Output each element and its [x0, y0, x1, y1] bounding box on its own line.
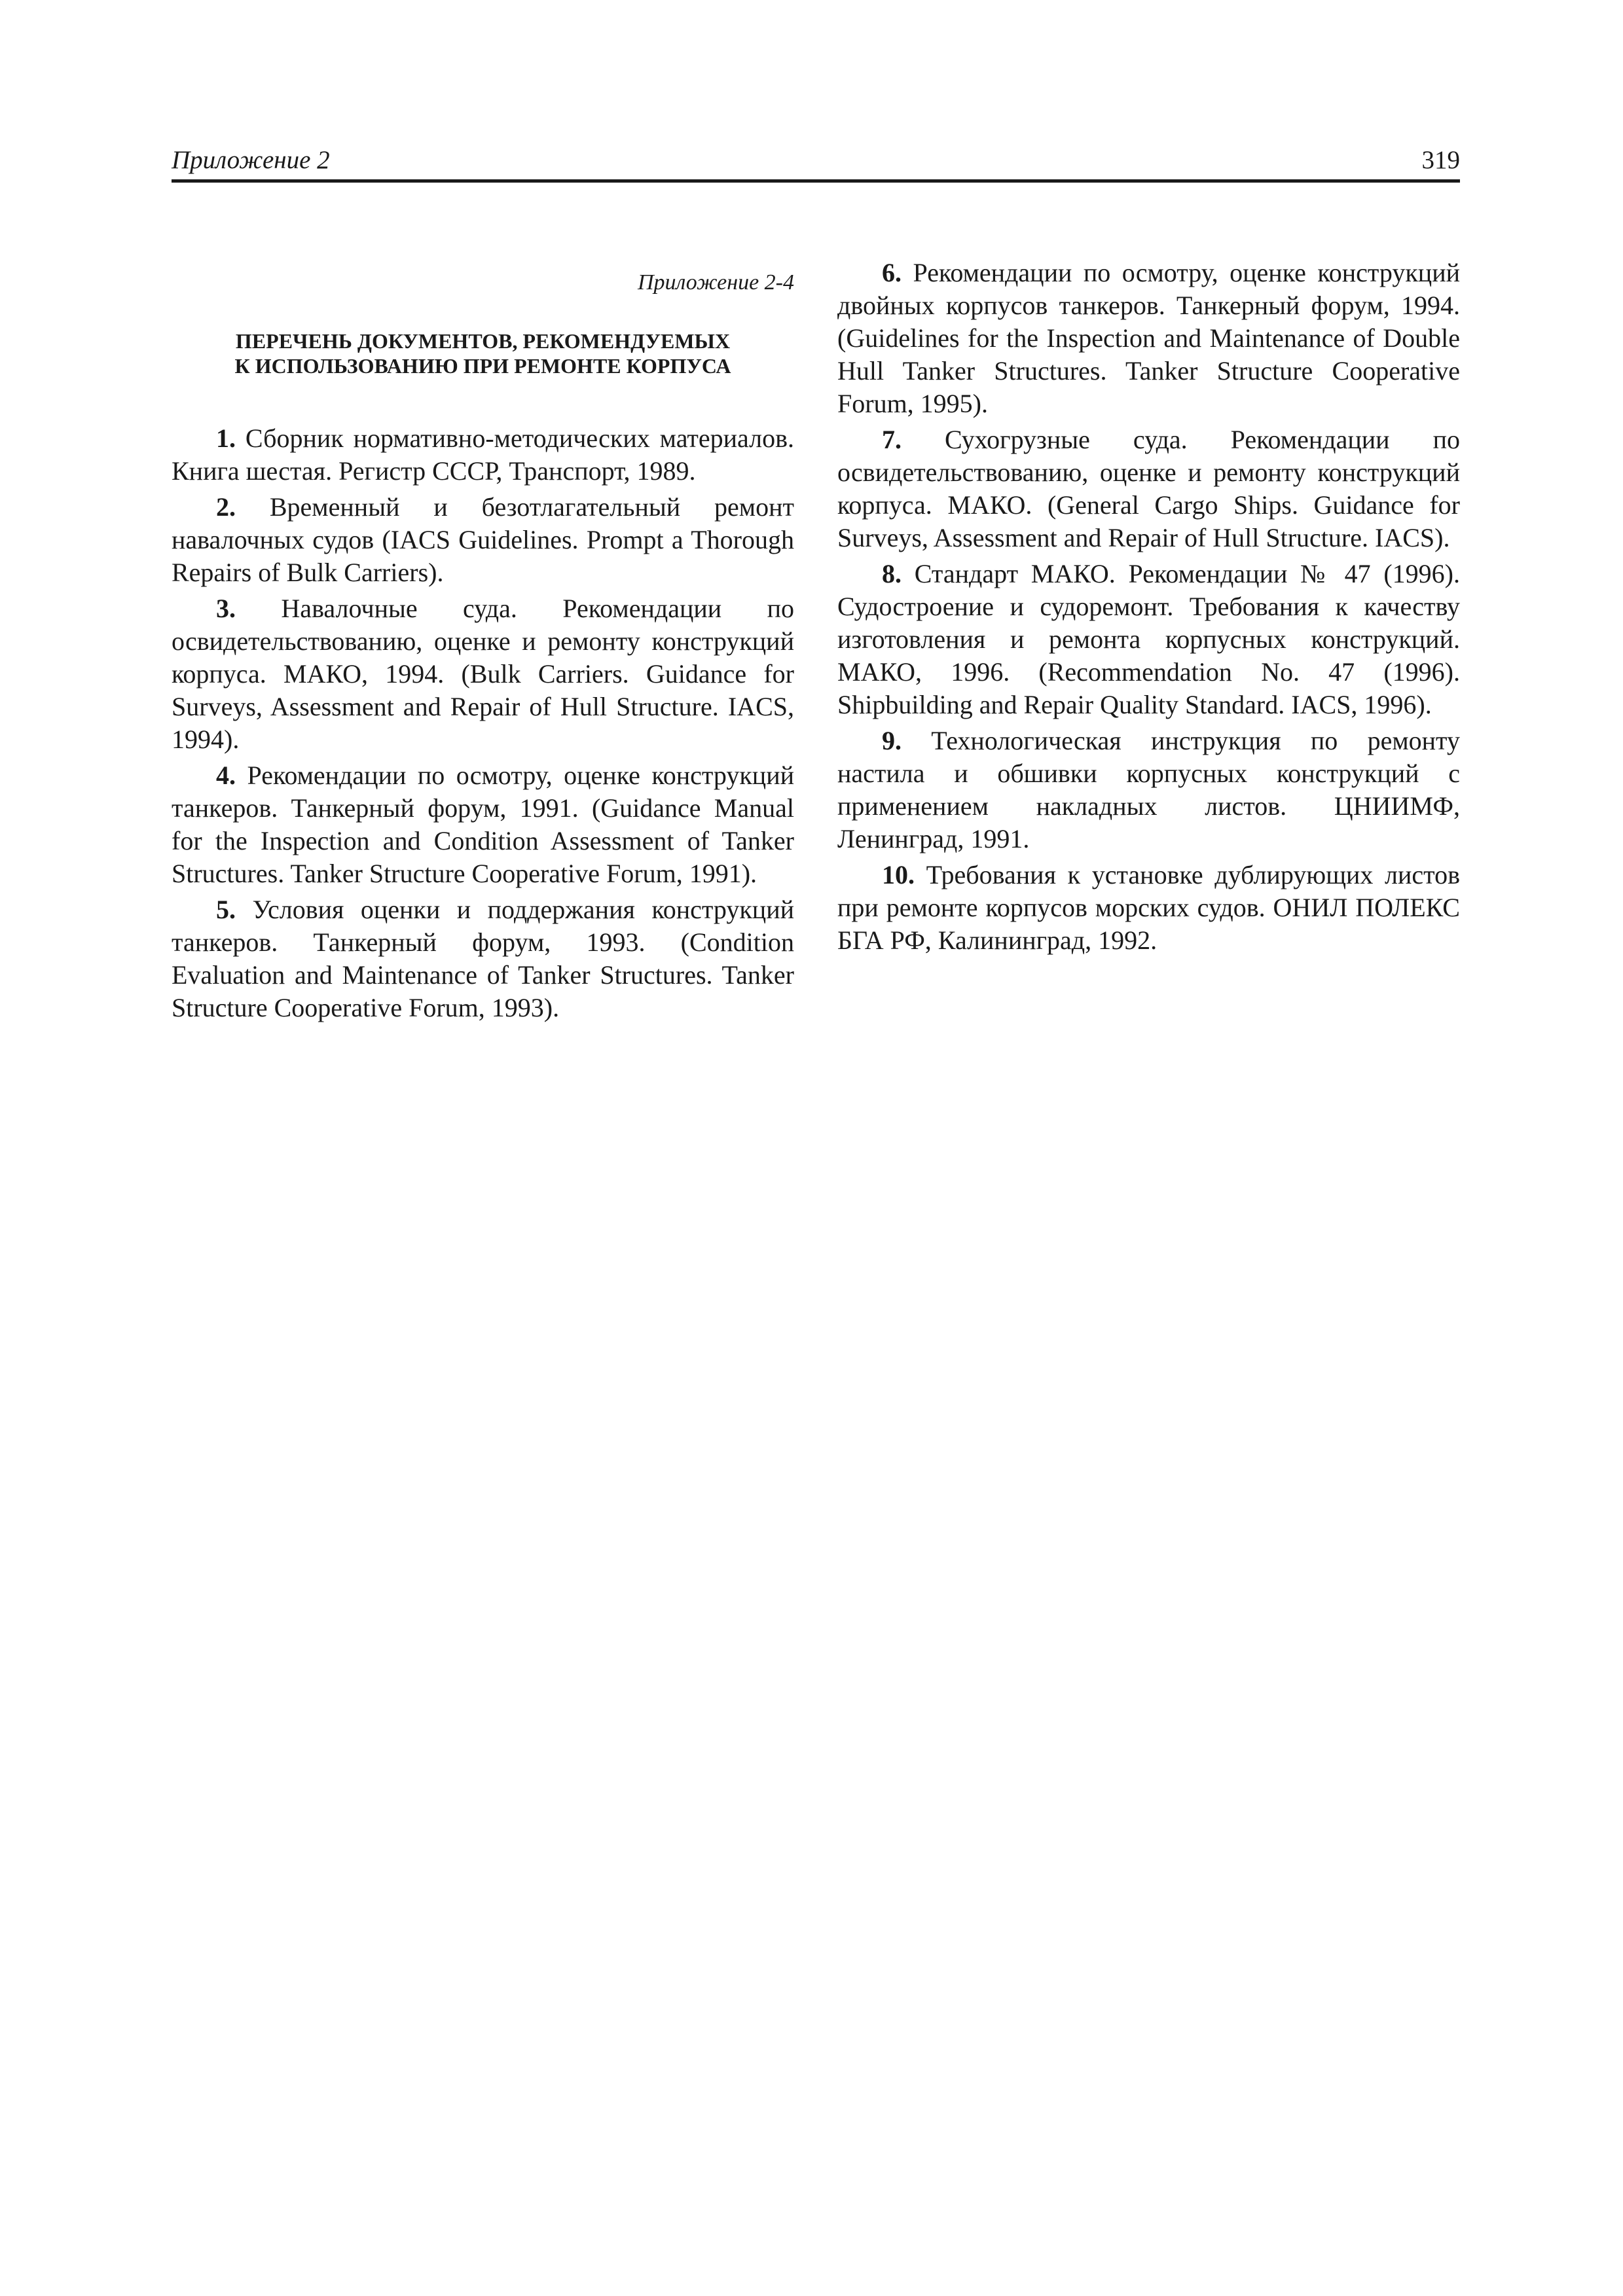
- item-number: 2.: [216, 492, 236, 522]
- item-number: 8.: [882, 559, 902, 588]
- item-text: Условия оценки и поддержания конструкций танкеров. Танкерный форум, 1993. (Condition Evaluation and Maintenance of Tanker Structures. Tanker Structure Cooperative Forum, 1993).: [172, 895, 795, 1022]
- list-item: [172, 491, 794, 589]
- list-item: [172, 422, 794, 488]
- list-item: [837, 423, 1460, 554]
- item-text: Рекомендации по осмотру, оценке конструкций двойных корпусов танкеров. Танкерный форум, 1994. (Guidelines for the Inspection and Maintenance of Double Hull Tanker Structures. Tanker Structure Cooperative Forum, 1995).: [837, 258, 1461, 418]
- page-number: 319: [1421, 146, 1460, 174]
- item-number: 3.: [216, 594, 236, 623]
- title-line: ПЕРЕЧЕНЬ ДОКУМЕНТОВ, РЕКОМЕНДУЕМЫХ: [235, 329, 731, 353]
- item-number: 4.: [216, 761, 236, 790]
- list-item: [172, 759, 794, 890]
- item-text: Рекомендации по осмотру, оценке конструкций танкеров. Танкерный форум, 1991. (Guidance Manual for the Inspection and Condition Assessment of Tanker Structures. Tanker Structure Cooperative Forum, 1991).: [172, 761, 795, 888]
- left-column: [172, 257, 794, 1028]
- item-number: 6.: [882, 258, 902, 287]
- item-text: Требования к установке дублирующих листов при ремонте корпусов морских судов. ОНИЛ ПОЛЕКС БГА РФ, Калининград, 1992.: [837, 860, 1460, 955]
- list-item: [172, 893, 794, 1024]
- list-item: [837, 257, 1460, 420]
- item-number: 10.: [882, 860, 915, 889]
- item-number: 5.: [216, 895, 236, 924]
- item-text: Технологическая инструкция по ремонту настила и обшивки корпусных конструкций с применением накладных листов. ЦНИИМФ, Ленинград, 1991.: [837, 726, 1460, 853]
- running-header: [172, 143, 1460, 183]
- document-title: [172, 329, 794, 378]
- title-line: К ИСПОЛЬЗОВАНИЮ ПРИ РЕМОНТЕ КОРПУСА: [234, 354, 731, 378]
- item-text: Сборник нормативно-методических материалов. Книга шестая. Регистр СССР, Транспорт, 1989.: [172, 423, 795, 486]
- item-text: Стандарт МАКО. Рекомендации № 47 (1996). Судостроение и судоремонт. Требования к качеству изготовления и ремонта корпусных конструкций. МАКО, 1996. (Recommendation No. 47 (1996). Shipbuilding and Repair Quality Standard. IACS, 1996).: [837, 559, 1460, 719]
- appendix-label: Приложение 2-4: [638, 270, 794, 295]
- item-number: 1.: [216, 423, 236, 453]
- list-item: [172, 592, 794, 756]
- list-item: [837, 725, 1460, 855]
- right-column: [837, 257, 1460, 960]
- list-item: [837, 558, 1460, 721]
- item-text: Навалочные суда. Рекомендации по освидетельствованию, оценке и ремонту конструкций корпуса. МАКО, 1994. (Bulk Carriers. Guidance for Surveys, Assessment and Repair of Hull Structure. IACS, 1994).: [172, 594, 794, 754]
- item-text: Временный и безотлагательный ремонт навалочных судов (IACS Guidelines. Prompt a Thorough Repairs of Bulk Carriers).: [172, 492, 794, 587]
- section-title: Приложение 2: [172, 146, 330, 174]
- item-number: 7.: [882, 425, 902, 454]
- list-item: [837, 859, 1460, 957]
- item-text: Сухогрузные суда. Рекомендации по освидетельствованию, оценке и ремонту конструкций корпуса. МАКО. (General Cargo Ships. Guidance for Surveys, Assessment and Repair of Hull Structure. IACS).: [837, 425, 1460, 552]
- item-number: 9.: [882, 726, 902, 755]
